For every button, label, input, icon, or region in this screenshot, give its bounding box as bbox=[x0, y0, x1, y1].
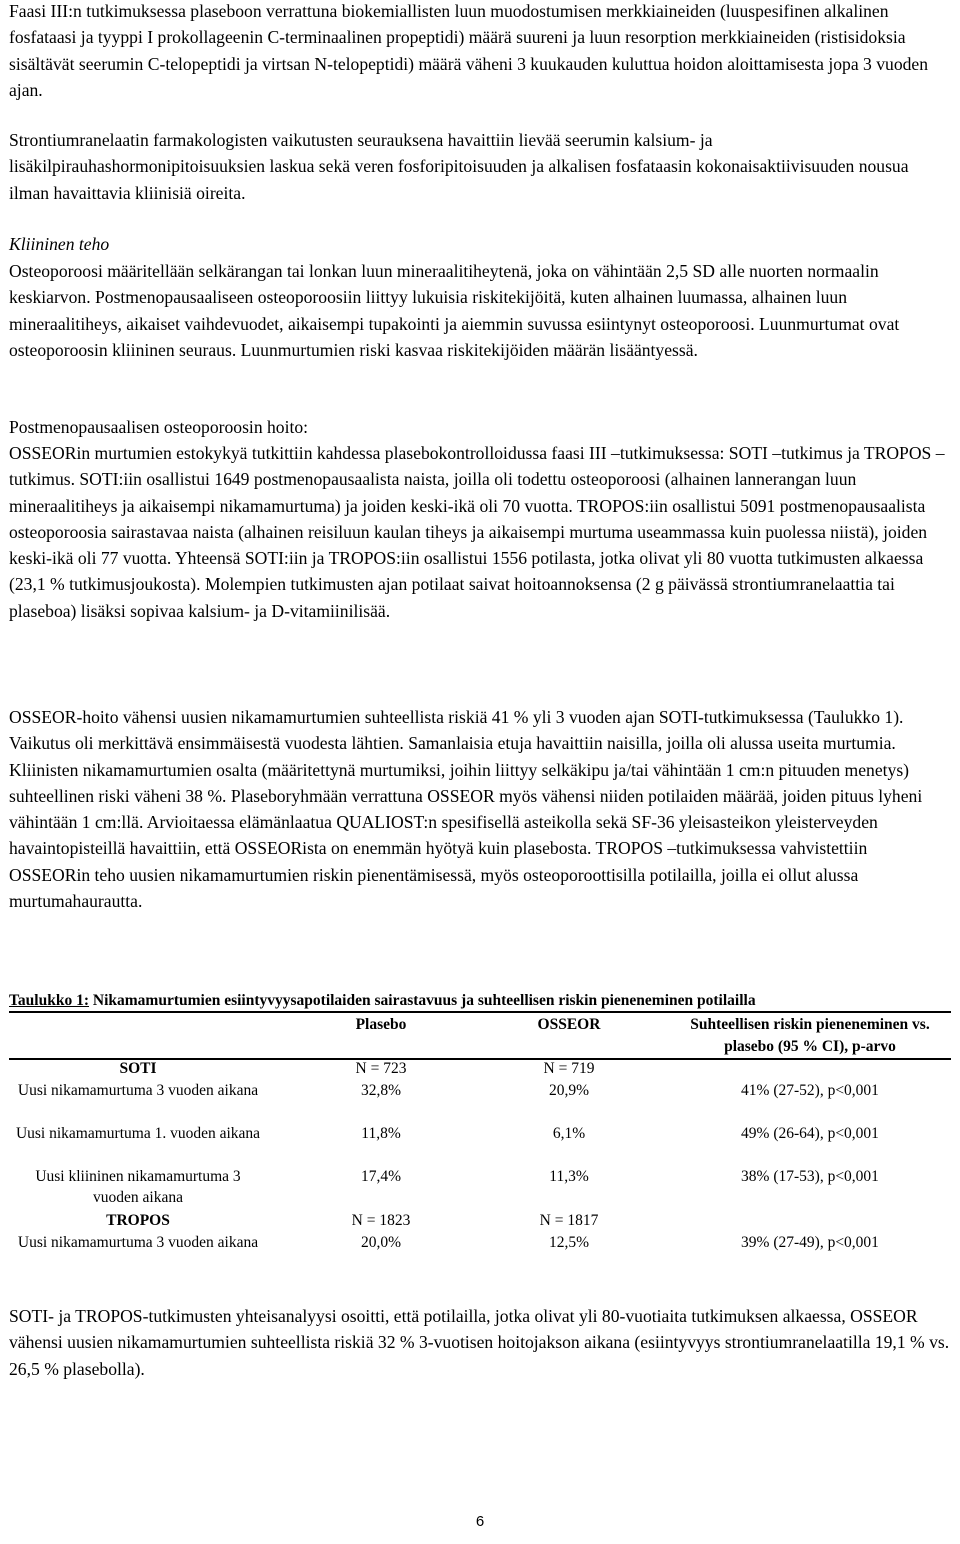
table-cell-osseor: 6,1% bbox=[552, 1125, 586, 1142]
table-row-label: Uusi kliininen nikamamurtuma 3 vuoden aikana bbox=[35, 1168, 241, 1206]
table-cell-placebo: 32,8% bbox=[360, 1082, 402, 1099]
heading-treatment: Postmenopausaalisen osteoporoosin hoito: bbox=[9, 417, 309, 437]
table-row-label: Uusi nikamamurtuma 1. vuoden aikana bbox=[15, 1125, 261, 1142]
paragraph-biochemical-markers: Faasi III:n tutkimuksessa plaseboon verrattuna biokemiallisten luun muodostumisen merkkiaineiden (luuspesifinen alkalinen fosfataasi ja tyyppi I prokollageenin C-terminaalinen propeptidi) määrä suureni ja luun resorption merkkiaineiden (ristisidoksia sisältävät seerumin C-telopeptidi ja virtsan N-telopeptidi) määrä väheni 3 kuukauden kuluttua hoidon aloittamisesta jopa 3 vuoden ajan. bbox=[9, 1, 929, 100]
table-cell-rr: 49% (26-64), p<0,001 bbox=[741, 1125, 879, 1142]
table-cell-osseor: N = 1817 bbox=[539, 1212, 599, 1229]
table-cell-osseor: 12,5% bbox=[548, 1234, 590, 1251]
page-number: 6 bbox=[475, 1513, 485, 1530]
table-header-placebo: Plasebo bbox=[355, 1016, 407, 1033]
table-cell-rr: 39% (27-49), p<0,001 bbox=[741, 1234, 879, 1251]
table-header-osseor: OSSEOR bbox=[537, 1016, 601, 1033]
table-cell-rr: 38% (17-53), p<0,001 bbox=[741, 1168, 879, 1185]
paragraph-treatment-results: OSSEOR-hoito vähensi uusien nikamamurtumien suhteellista riskiä 41 % yli 3 vuoden ajan SOTI-tutkimuksessa (Taulukko 1). Vaikutus oli merkittävä ensimmäisestä vuodesta lähtien. Samanlaisia etuja havaittiin naisilla, joilla oli alussa useita murtumia. Kliinisten nikamamurtumien osalta (määritettynä murtumiksi, joihin liittyy selkäkipu ja/tai vähintään 1 cm:n pituuden menetys) suhteellinen riski väheni 38 %. Plaseboryhmään verrattuna OSSEOR myös vähensi niiden potilaiden määrää, joiden pituus lyheni vähintään 1 cm:llä. Arvioitaessa elämänlaatua QUALIOST:n spesifisellä asteikolla sekä SF-36 yleisasteikon yleisterveyden havaintopisteillä havaittiin, että OSSEORista on enemmän hyötyä kuin plasebosta. TROPOS –tutkimuksessa vahvistettiin OSSEORin teho uusien nikamamurtumien riskin pienentämisessä, myös osteoporoottisilla potilailla, joilla ei ollut alussa murtumahaurautta. bbox=[9, 707, 923, 912]
table-cell-placebo: N = 1823 bbox=[351, 1212, 411, 1229]
table-cell-placebo: 17,4% bbox=[360, 1168, 402, 1185]
table-row-label: TROPOS bbox=[106, 1212, 170, 1229]
paragraph-trials-description: OSSEORin murtumien estokykyä tutkittiin kahdessa plasebokontrolloidussa faasi III –tutkimuksessa: SOTI –tutkimus ja TROPOS –tutkimus. SOTI:iin osallistui 1649 postmenopausaalista naista, joilla oli todettu osteoporoosi (alhainen lannerangan luun mineraalitiheys ja aikaisempi nikamamurtuma) ja joiden keski-ikä oli 70 vuotta. TROPOS:iin osallistui 5091 postmenopausaalista osteoporoosia sairastavaa naista (alhainen reisiluun kaulan tiheys ja aikaisempi murtuma useammassa kuin puolessa niistä), joiden keski-ikä oli 77 vuotta. Yhteensä SOTI:iin ja TROPOS:iin osallistui 1556 potilasta, jotka olivat yli 80 vuotta tutkimusten alkaessa (23,1 % tutkimusjoukosta). Molempien tutkimusten ajan potilaat saivat hoitoannoksensa (2 g päivässä strontiumranelaattia tai plaseboa) lisäksi sopivaa kalsium- ja D-vitamiinilisää. bbox=[9, 443, 945, 621]
table-cell-osseor: 11,3% bbox=[549, 1168, 589, 1185]
table-header-rr-line1: Suhteellisen riskin pieneneminen vs. bbox=[690, 1016, 930, 1033]
table-cell-placebo: 20,0% bbox=[360, 1234, 402, 1251]
table-top-rule bbox=[9, 1011, 951, 1013]
paragraph-pharmacological-effects: Strontiumranelaatin farmakologisten vaikutusten seurauksena havaittiin lievää seerumin kalsium- ja lisäkilpirauhashormonipitoisuuksien laskua sekä veren fosforipitoisuuden ja alkalisen fosfataasin kokonaisaktiivisuuden nousua ilman havaittavia kliinisiä oireita. bbox=[9, 130, 909, 203]
paragraph-osteoporosis-definition: Osteoporoosi määritellään selkärangan tai lonkan luun mineraalitiheytenä, joka on vähintään 2,5 SD alle nuorten normaalin keskiarvon. Postmenopausaaliseen osteoporoosiin liittyy lukuisia riskitekijöitä, kuten alhainen luumassa, alhainen luun mineraalitiheys, aikaiset vaihdevuodet, aikaisempi tupakointi ja aiemmin suvussa esiintynyt osteoporoosi. Luunmurtumat ovat osteoporoosin kliininen seuraus. Luunmurtumien riski kasvaa riskitekijöiden määrän lisääntyessä. bbox=[9, 261, 900, 360]
heading-clinical-efficacy: Kliininen teho bbox=[9, 234, 110, 254]
table-cell-rr: 41% (27-52), p<0,001 bbox=[741, 1082, 879, 1099]
paragraph-combined-analysis: SOTI- ja TROPOS-tutkimusten yhteisanalyysi osoitti, että potilailla, jotka olivat yli 80-vuotiaita tutkimuksen alkaessa, OSSEOR vähensi uusien nikamamurtumien suhteellista riskiä 32 % 3-vuotisen hoitojakson aikana (esiintyvyys strontiumranelaatilla 19,1 % vs. 26,5 % plasebolla). bbox=[9, 1306, 950, 1379]
table-cell-osseor: N = 719 bbox=[543, 1060, 595, 1077]
table-row-label: SOTI bbox=[119, 1060, 157, 1077]
table-header-rr-line2: plasebo (95 % CI), p-arvo bbox=[724, 1038, 896, 1055]
table-cell-osseor: 20,9% bbox=[548, 1082, 590, 1099]
table-caption bbox=[9, 991, 951, 1011]
table-cell-placebo: N = 723 bbox=[355, 1060, 407, 1077]
table-cell-placebo: 11,8% bbox=[361, 1125, 401, 1142]
table-row-label: Uusi nikamamurtuma 3 vuoden aikana bbox=[17, 1082, 259, 1099]
table-row-label: Uusi nikamamurtuma 3 vuoden aikana bbox=[17, 1234, 259, 1251]
table-caption-text: Nikamamurtumien esiintyvyysapotilaiden sairastavuus ja suhteellisen riskin pieneneminen potilailla bbox=[89, 992, 756, 1009]
table-caption-label: Taulukko 1: bbox=[9, 992, 89, 1009]
